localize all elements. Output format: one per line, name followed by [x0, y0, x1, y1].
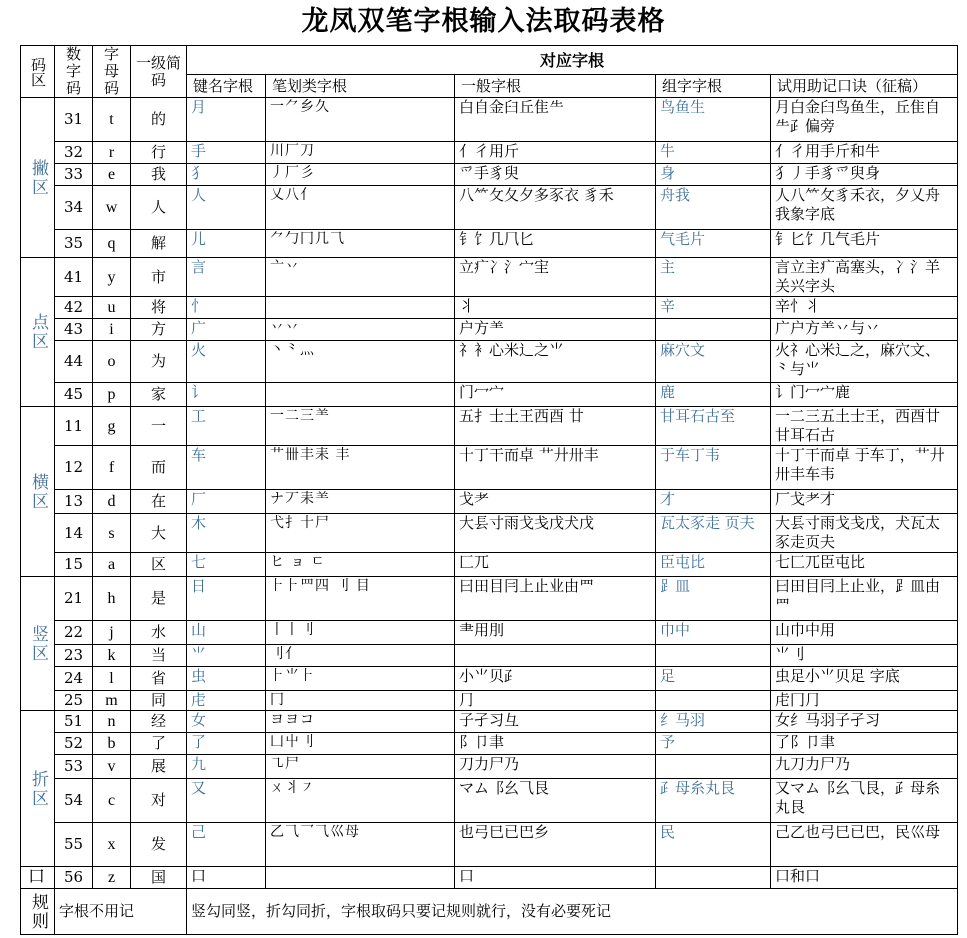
num-code: 43: [55, 319, 93, 341]
key-root: 虍: [187, 691, 266, 711]
combo-roots: 臣屯比: [656, 553, 771, 577]
general-roots: 白自金臼丘隹⺧: [455, 98, 656, 142]
key-root: 女: [187, 711, 266, 733]
combo-roots: 甘耳石古至: [656, 407, 771, 446]
stroke-roots: 一⺈乡久: [266, 98, 455, 142]
simple-code: 的: [131, 98, 187, 142]
mnemonic: 了阝卩聿: [771, 733, 958, 755]
combo-roots: [656, 319, 771, 341]
simple-code: 一: [131, 407, 187, 446]
table-row: [21, 407, 958, 446]
simple-code: 大: [131, 514, 187, 553]
num-code: 53: [55, 755, 93, 779]
key-root: 厂: [187, 490, 266, 514]
letter-code: v: [93, 755, 131, 779]
letter-code: g: [93, 407, 131, 446]
letter-code: f: [93, 446, 131, 490]
combo-roots: 纟马羽: [656, 711, 771, 733]
stroke-roots: ⺊⺌⺊: [266, 667, 455, 691]
key-root: 七: [187, 553, 266, 577]
table-row: [21, 867, 958, 889]
num-code: 41: [55, 258, 93, 297]
key-root: 工: [187, 407, 266, 446]
general-roots: ⺻用刖: [455, 621, 656, 645]
num-code: 51: [55, 711, 93, 733]
mnemonic: 七匚兀臣屯比: [771, 553, 958, 577]
key-root: 口: [187, 867, 266, 889]
key-root: 日: [187, 577, 266, 621]
simple-code: 家: [131, 383, 187, 407]
header-stroke: 笔划类字根: [266, 75, 455, 98]
simple-code: 了: [131, 733, 187, 755]
general-roots: 立疒冫氵宀宔: [455, 258, 656, 297]
table-row: [21, 297, 958, 319]
letter-code: m: [93, 691, 131, 711]
stroke-roots: 丨丨刂: [266, 621, 455, 645]
mnemonic: 广户方⺷丷与丷: [771, 319, 958, 341]
table-row: [21, 711, 958, 733]
num-code: 34: [55, 186, 93, 230]
general-roots: 五扌士土王西酉 廿: [455, 407, 656, 446]
num-code: 54: [55, 779, 93, 823]
key-root: 车: [187, 446, 266, 490]
simple-code: 展: [131, 755, 187, 779]
stroke-roots: [266, 383, 455, 407]
header-general: 一般字根: [455, 75, 656, 98]
mnemonic: 辛忄丬: [771, 297, 958, 319]
mnemonic: 十丁干而卓 于车丁，艹廾卅丰车韦: [771, 446, 958, 490]
header-mnemonic: 试用助记口诀（征稿）: [771, 75, 958, 98]
combo-roots: 民: [656, 823, 771, 867]
stroke-roots: ⺊⺊罒四 刂 目: [266, 577, 455, 621]
key-root: 己: [187, 823, 266, 867]
num-code: 33: [55, 164, 93, 186]
num-code: 42: [55, 297, 93, 319]
stroke-roots: 乙⺄乛⺄巛母: [266, 823, 455, 867]
stroke-roots: 一二三⺷: [266, 407, 455, 446]
zone-label: 撇区: [21, 98, 55, 258]
num-code: 52: [55, 733, 93, 755]
general-roots: 阝卩聿: [455, 733, 656, 755]
key-root: 山: [187, 621, 266, 645]
rules-text: 竖勾同竖，折勾同折，字根取码只要记规则就行，没有必要死记: [187, 889, 958, 935]
combo-roots: 鹿: [656, 383, 771, 407]
combo-roots: 予: [656, 733, 771, 755]
simple-code: 解: [131, 230, 187, 258]
table-row: [21, 98, 958, 142]
simple-code: 行: [131, 142, 187, 164]
num-code: 22: [55, 621, 93, 645]
mnemonic: 口和口: [771, 867, 958, 889]
letter-code: u: [93, 297, 131, 319]
general-roots: 刀力尸乃: [455, 755, 656, 779]
key-root: 又: [187, 779, 266, 823]
mnemonic: 山巾中用: [771, 621, 958, 645]
general-roots: 十丁干而卓 艹廾卅丰: [455, 446, 656, 490]
num-code: 24: [55, 667, 93, 691]
letter-code: d: [93, 490, 131, 514]
general-roots: 也弓巳已巴乡: [455, 823, 656, 867]
general-roots: 礻衤心米辶之⺌: [455, 341, 656, 383]
key-root: 木: [187, 514, 266, 553]
combo-roots: [656, 691, 771, 711]
table-row: [21, 230, 958, 258]
combo-roots: 瓦太豕走 页夫: [656, 514, 771, 553]
table-row: [21, 667, 958, 691]
combo-roots: [656, 755, 771, 779]
mnemonic: 钅匕饣几气毛片: [771, 230, 958, 258]
key-root: 言: [187, 258, 266, 297]
header-zone: 码区: [21, 46, 55, 98]
mnemonic: 言立主疒高塞头，冫氵羊关兴字头: [771, 258, 958, 297]
header-num: 数字码: [55, 46, 93, 98]
simple-code: 而: [131, 446, 187, 490]
general-roots: 曰田目冃上止业由罒: [455, 577, 656, 621]
table-row: [21, 553, 958, 577]
simple-code: 是: [131, 577, 187, 621]
stroke-roots: ヨヨコ: [266, 711, 455, 733]
key-root: 了: [187, 733, 266, 755]
mnemonic: 火礻心米辶之，麻穴文、⺀与⺌: [771, 341, 958, 383]
stroke-roots: ナ丆耒⺷: [266, 490, 455, 514]
num-code: 15: [55, 553, 93, 577]
table-row: [21, 621, 958, 645]
general-roots: 八⺮攵夂夕多豕衣 豸禾: [455, 186, 656, 230]
general-roots: 戈耂: [455, 490, 656, 514]
general-roots: 口: [455, 867, 656, 889]
combo-roots: 才: [656, 490, 771, 514]
table-row: [21, 446, 958, 490]
letter-code: b: [93, 733, 131, 755]
letter-code: e: [93, 164, 131, 186]
stroke-roots: 艹卌丰耒 丰: [266, 446, 455, 490]
key-root: 九: [187, 755, 266, 779]
num-code: 13: [55, 490, 93, 514]
mnemonic: 曰田目冃上止业，⻊皿由罒: [771, 577, 958, 621]
general-roots: マム⻏幺⺄艮: [455, 779, 656, 823]
combo-roots: [656, 867, 771, 889]
general-roots: 钅饣几⺇匕: [455, 230, 656, 258]
simple-code: 市: [131, 258, 187, 297]
letter-code: y: [93, 258, 131, 297]
letter-code: h: [93, 577, 131, 621]
combo-roots: 辛: [656, 297, 771, 319]
mnemonic: 讠门冖宀鹿: [771, 383, 958, 407]
key-root: 人: [187, 186, 266, 230]
stroke-roots: 乂八⺅: [266, 186, 455, 230]
mnemonic: 犭丿手豸爫臾身: [771, 164, 958, 186]
general-roots: 小⺌贝⺪: [455, 667, 656, 691]
combo-roots: [656, 645, 771, 667]
key-root: 虫: [187, 667, 266, 691]
table-row: [21, 691, 958, 711]
mnemonic: 大镸寸雨戈戋戊，犬瓦太豕走页夫: [771, 514, 958, 553]
letter-code: q: [93, 230, 131, 258]
table-row: [21, 258, 958, 297]
combo-roots: ⺪母糸丸艮: [656, 779, 771, 823]
stroke-roots: 川厂刀: [266, 142, 455, 164]
stroke-roots: 凵屮刂: [266, 733, 455, 755]
letter-code: x: [93, 823, 131, 867]
mnemonic: 虫足小⺌贝足 字底: [771, 667, 958, 691]
zone-label: 竖区: [21, 577, 55, 711]
letter-code: r: [93, 142, 131, 164]
code-table: [20, 45, 958, 935]
letter-code: s: [93, 514, 131, 553]
letter-code: k: [93, 645, 131, 667]
table-row: [21, 733, 958, 755]
letter-code: p: [93, 383, 131, 407]
table-row: [21, 164, 958, 186]
combo-roots: 巾中: [656, 621, 771, 645]
key-root: 火: [187, 341, 266, 383]
combo-roots: 牛: [656, 142, 771, 164]
letter-code: l: [93, 667, 131, 691]
general-roots: 爫手豸臾: [455, 164, 656, 186]
table-row: [21, 186, 958, 230]
num-code: 23: [55, 645, 93, 667]
letter-code: o: [93, 341, 131, 383]
general-roots: 子孑习彑: [455, 711, 656, 733]
letter-code: j: [93, 621, 131, 645]
stroke-roots: 弋扌十尸: [266, 514, 455, 553]
mnemonic: 又マム⻏幺⺄艮，⺪母糸丸艮: [771, 779, 958, 823]
key-root: 讠: [187, 383, 266, 407]
table-row: [21, 755, 958, 779]
general-roots: 门冖宀: [455, 383, 656, 407]
simple-code: 经: [131, 711, 187, 733]
zone-label: 折区: [21, 711, 55, 867]
general-roots: 丬: [455, 297, 656, 319]
stroke-roots: 刂亻: [266, 645, 455, 667]
num-code: 21: [55, 577, 93, 621]
mnemonic: 女纟马羽子孑习: [771, 711, 958, 733]
combo-roots: 足: [656, 667, 771, 691]
mnemonic: 九刀力尸乃: [771, 755, 958, 779]
rules-short: 字根不用记: [55, 889, 187, 935]
simple-code: 省: [131, 667, 187, 691]
num-code: 31: [55, 98, 93, 142]
simple-code: 我: [131, 164, 187, 186]
mnemonic: 虍冂⺆: [771, 691, 958, 711]
table-row: [21, 514, 958, 553]
table-row: [21, 779, 958, 823]
stroke-roots: [266, 867, 455, 889]
combo-roots: 麻穴文: [656, 341, 771, 383]
table-row: [21, 490, 958, 514]
stroke-roots: ㄨ⺦㇇: [266, 779, 455, 823]
zone-label: 横区: [21, 407, 55, 577]
header-letter: 字母码: [93, 46, 131, 98]
rules-label: 规则: [21, 889, 55, 935]
num-code: 56: [55, 867, 93, 889]
key-root: 月: [187, 98, 266, 142]
key-root: ⺌: [187, 645, 266, 667]
num-code: 45: [55, 383, 93, 407]
table-row: [21, 319, 958, 341]
simple-code: 同: [131, 691, 187, 711]
num-code: 11: [55, 407, 93, 446]
table-row: [21, 645, 958, 667]
key-root: 手: [187, 142, 266, 164]
num-code: 25: [55, 691, 93, 711]
simple-code: 区: [131, 553, 187, 577]
general-roots: 亻彳用斤: [455, 142, 656, 164]
mnemonic: ⺌刂: [771, 645, 958, 667]
header-simple: 一级简码: [131, 46, 187, 98]
table-row: [21, 823, 958, 867]
mnemonic: 一二三五土士王，西酉廿甘耳石古: [771, 407, 958, 446]
mnemonic: 己乙也弓巳已巴，民巛母: [771, 823, 958, 867]
stroke-roots: ヒ ョ ㄷ: [266, 553, 455, 577]
general-roots: 匚兀: [455, 553, 656, 577]
letter-code: n: [93, 711, 131, 733]
combo-roots: 气毛片: [656, 230, 771, 258]
mnemonic: 亻彳用手斤和牛: [771, 142, 958, 164]
stroke-roots: ㇈尸: [266, 755, 455, 779]
combo-roots: ⻊皿: [656, 577, 771, 621]
table-row: [21, 341, 958, 383]
simple-code: 将: [131, 297, 187, 319]
key-root: 忄: [187, 297, 266, 319]
page-title: 龙凤双笔字根输入法取码表格: [301, 6, 666, 37]
combo-roots: 身: [656, 164, 771, 186]
rules-row: [21, 889, 958, 935]
combo-roots: 舟我: [656, 186, 771, 230]
stroke-roots: 丷丷: [266, 319, 455, 341]
zone-label: 点区: [21, 258, 55, 407]
mnemonic: 厂戈耂才: [771, 490, 958, 514]
num-code: 55: [55, 823, 93, 867]
letter-code: z: [93, 867, 131, 889]
letter-code: i: [93, 319, 131, 341]
stroke-roots: 丶⺀灬: [266, 341, 455, 383]
stroke-roots: ⺈勹冂几⺄: [266, 230, 455, 258]
key-root: 儿: [187, 230, 266, 258]
simple-code: 方: [131, 319, 187, 341]
num-code: 12: [55, 446, 93, 490]
combo-roots: 主: [656, 258, 771, 297]
key-root: 犭: [187, 164, 266, 186]
table-row: [21, 142, 958, 164]
stroke-roots: 丿厂彡: [266, 164, 455, 186]
header-corresponding: 对应字根: [187, 46, 958, 75]
simple-code: 人: [131, 186, 187, 230]
table-row: [21, 383, 958, 407]
simple-code: 当: [131, 645, 187, 667]
mnemonic: 月白金臼鸟鱼生，丘隹自⺧⺪偏旁: [771, 98, 958, 142]
general-roots: 户方⺷: [455, 319, 656, 341]
letter-code: w: [93, 186, 131, 230]
letter-code: a: [93, 553, 131, 577]
stroke-roots: 冂: [266, 691, 455, 711]
combo-roots: 于车丁韦: [656, 446, 771, 490]
num-code: 14: [55, 514, 93, 553]
num-code: 32: [55, 142, 93, 164]
stroke-roots: 亠丷: [266, 258, 455, 297]
combo-roots: 鸟鱼生: [656, 98, 771, 142]
letter-code: t: [93, 98, 131, 142]
simple-code: 在: [131, 490, 187, 514]
simple-code: 国: [131, 867, 187, 889]
letter-code: c: [93, 779, 131, 823]
header-key: 键名字根: [187, 75, 266, 98]
zone-label: 口: [21, 867, 55, 889]
num-code: 35: [55, 230, 93, 258]
general-roots: [455, 645, 656, 667]
stroke-roots: [266, 297, 455, 319]
general-roots: ⺆: [455, 691, 656, 711]
simple-code: 为: [131, 341, 187, 383]
mnemonic: 人八⺮攵豸禾衣，夕乂舟我象字底: [771, 186, 958, 230]
simple-code: 水: [131, 621, 187, 645]
table-row: [21, 577, 958, 621]
num-code: 44: [55, 341, 93, 383]
general-roots: 大镸寸雨戈戋戊犬戊: [455, 514, 656, 553]
simple-code: 发: [131, 823, 187, 867]
simple-code: 对: [131, 779, 187, 823]
key-root: 广: [187, 319, 266, 341]
header-combo: 组字字根: [656, 75, 771, 98]
